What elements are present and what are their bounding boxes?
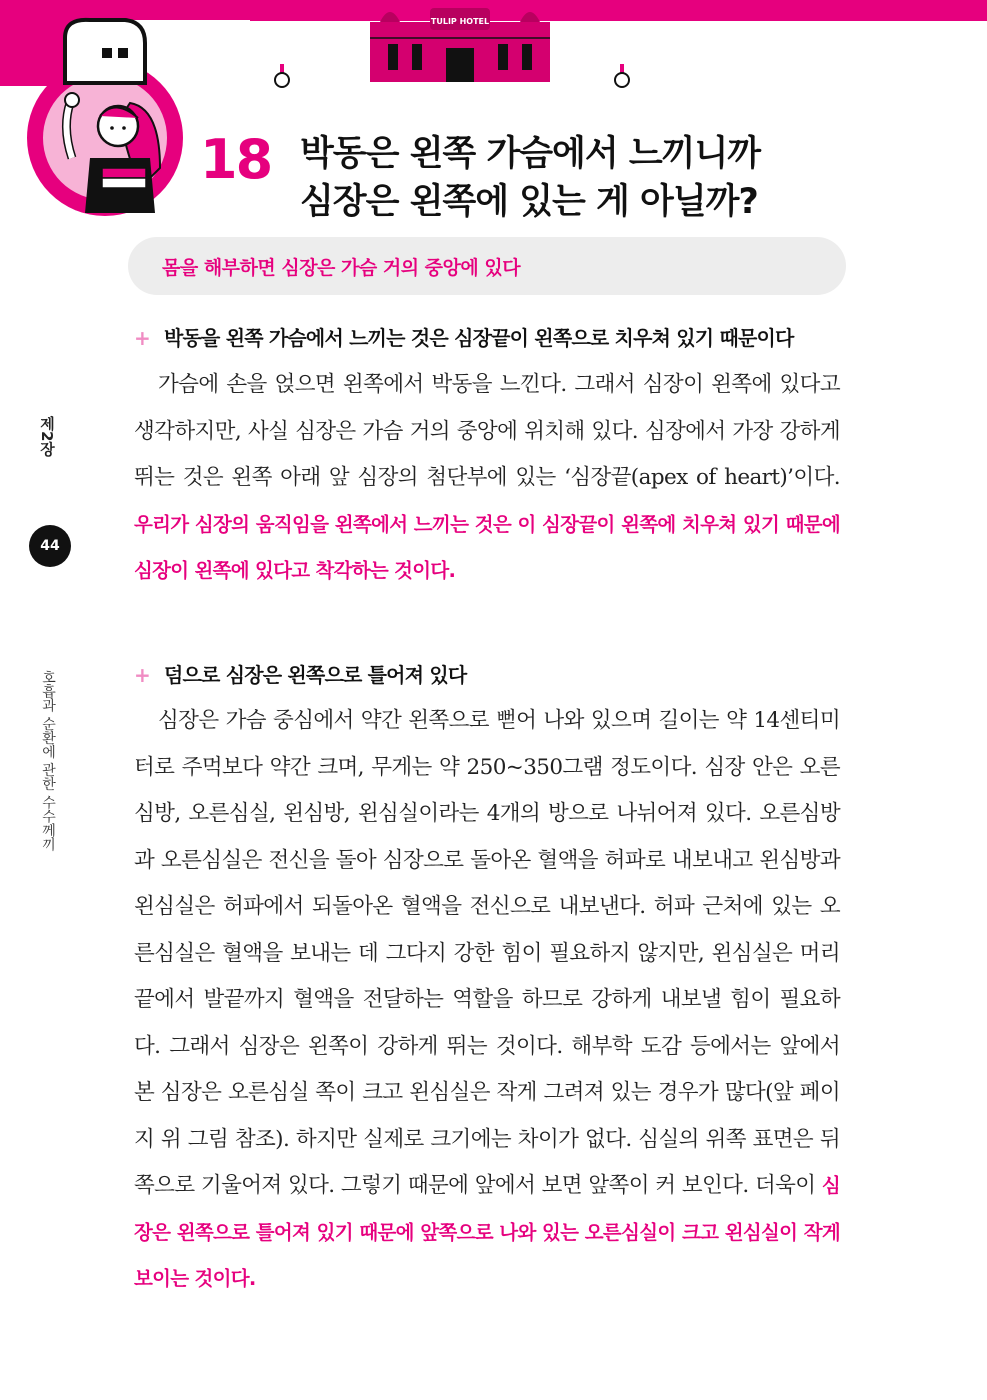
chapter-number: 18 [200, 128, 272, 191]
section-heading-text: 박동을 왼쪽 가슴에서 느끼는 것은 심장끝이 왼쪽으로 치우쳐 있기 때문이다 [163, 326, 794, 350]
section-body [134, 362, 840, 595]
section-heading-text: 덤으로 심장은 왼쪽으로 틀어져 있다 [163, 663, 467, 687]
chapter-label: 제2장 [38, 416, 56, 457]
highlight-text: 심장은 왼쪽으로 틀어져 있기 때문에 앞쪽으로 나와 있는 오른심실이 크고 왼심실이 작게 보이는 것이다. [134, 1174, 840, 1290]
hotel-sign: TULIP HOTEL [430, 17, 490, 26]
student-character-illustration [10, 8, 210, 218]
ring-hook-icon [272, 64, 292, 90]
page-title [300, 130, 760, 226]
book-title: 호흡과 순환에 관한 수수께끼 [40, 670, 56, 852]
highlight-text: 우리가 심장의 움직임을 왼쪽에서 느끼는 것은 이 심장끝이 왼쪽에 치우쳐 있기 때문에 심장이 왼쪽에 있다고 착각하는 것이다. [134, 512, 840, 582]
plus-icon: + [134, 326, 150, 350]
title-line-1: 박동은 왼쪽 가슴에서 느끼니까 [300, 134, 761, 174]
hotel-building-illustration [360, 0, 560, 82]
subtitle: 몸을 해부하면 심장은 가슴 거의 중앙에 있다 [162, 257, 521, 279]
plus-icon: + [134, 663, 150, 687]
section-body [134, 698, 840, 1303]
title-line-2: 심장은 왼쪽에 있는 게 아닐까? [300, 182, 758, 222]
section-heading [134, 322, 794, 351]
page-number: 44 [29, 525, 71, 567]
section-heading [134, 659, 466, 688]
body-text: 가슴에 손을 얹으면 왼쪽에서 박동을 느낀다. 그래서 심장이 왼쪽에 있다고 생각하지만, 사실 심장은 가슴 거의 중앙에 위치해 있다. 심장에서 가장 강하게 뛰는 것은 왼쪽 아래 앞 심장의 첨단부에 있는 ‘심장끝(apex of heart)’이다. [134, 372, 840, 490]
ring-hook-icon [612, 64, 632, 90]
body-text: 심장은 가슴 중심에서 약간 왼쪽으로 뻗어 나와 있으며 길이는 약 14센티미터로 주먹보다 약간 크며, 무게는 약 250~350그램 정도이다. 심장 안은 오른심방, 오른심실, 왼심방, 왼심실이라는 4개의 방으로 나뉘어져 있다. 오른심방과 오른심실은 전신을 돌아 심장으로 돌아온 혈액을 허파로 내보내고 왼심방과 왼심실은 허파에서 되돌아온 혈액을 전신으로 내보낸다. 허파 근처에 있는 오른심실은 혈액을 보내는 데 그다지 강한 힘이 필요하지 않지만, 왼심실은 머리끝에서 발끝까지 혈액을 전달하는 역할을 하므로 강하게 내보낼 힘이 필요하다. 그래서 심장은 왼쪽이 강하게 뛰는 것이다. 해부학 도감 등에서는 앞에서 본 심장은 오른심실 쪽이 크고 왼심실은 작게 그려져 있는 경우가 많다(앞 페이지 위 그림 참조). 하지만 실제로 크기에는 차이가 없다. 심실의 위쪽 표면은 뒤쪽으로 기울어져 있다. 그렇기 때문에 앞에서 보면 앞쪽이 커 보인다. 더욱이 [134, 708, 840, 1198]
